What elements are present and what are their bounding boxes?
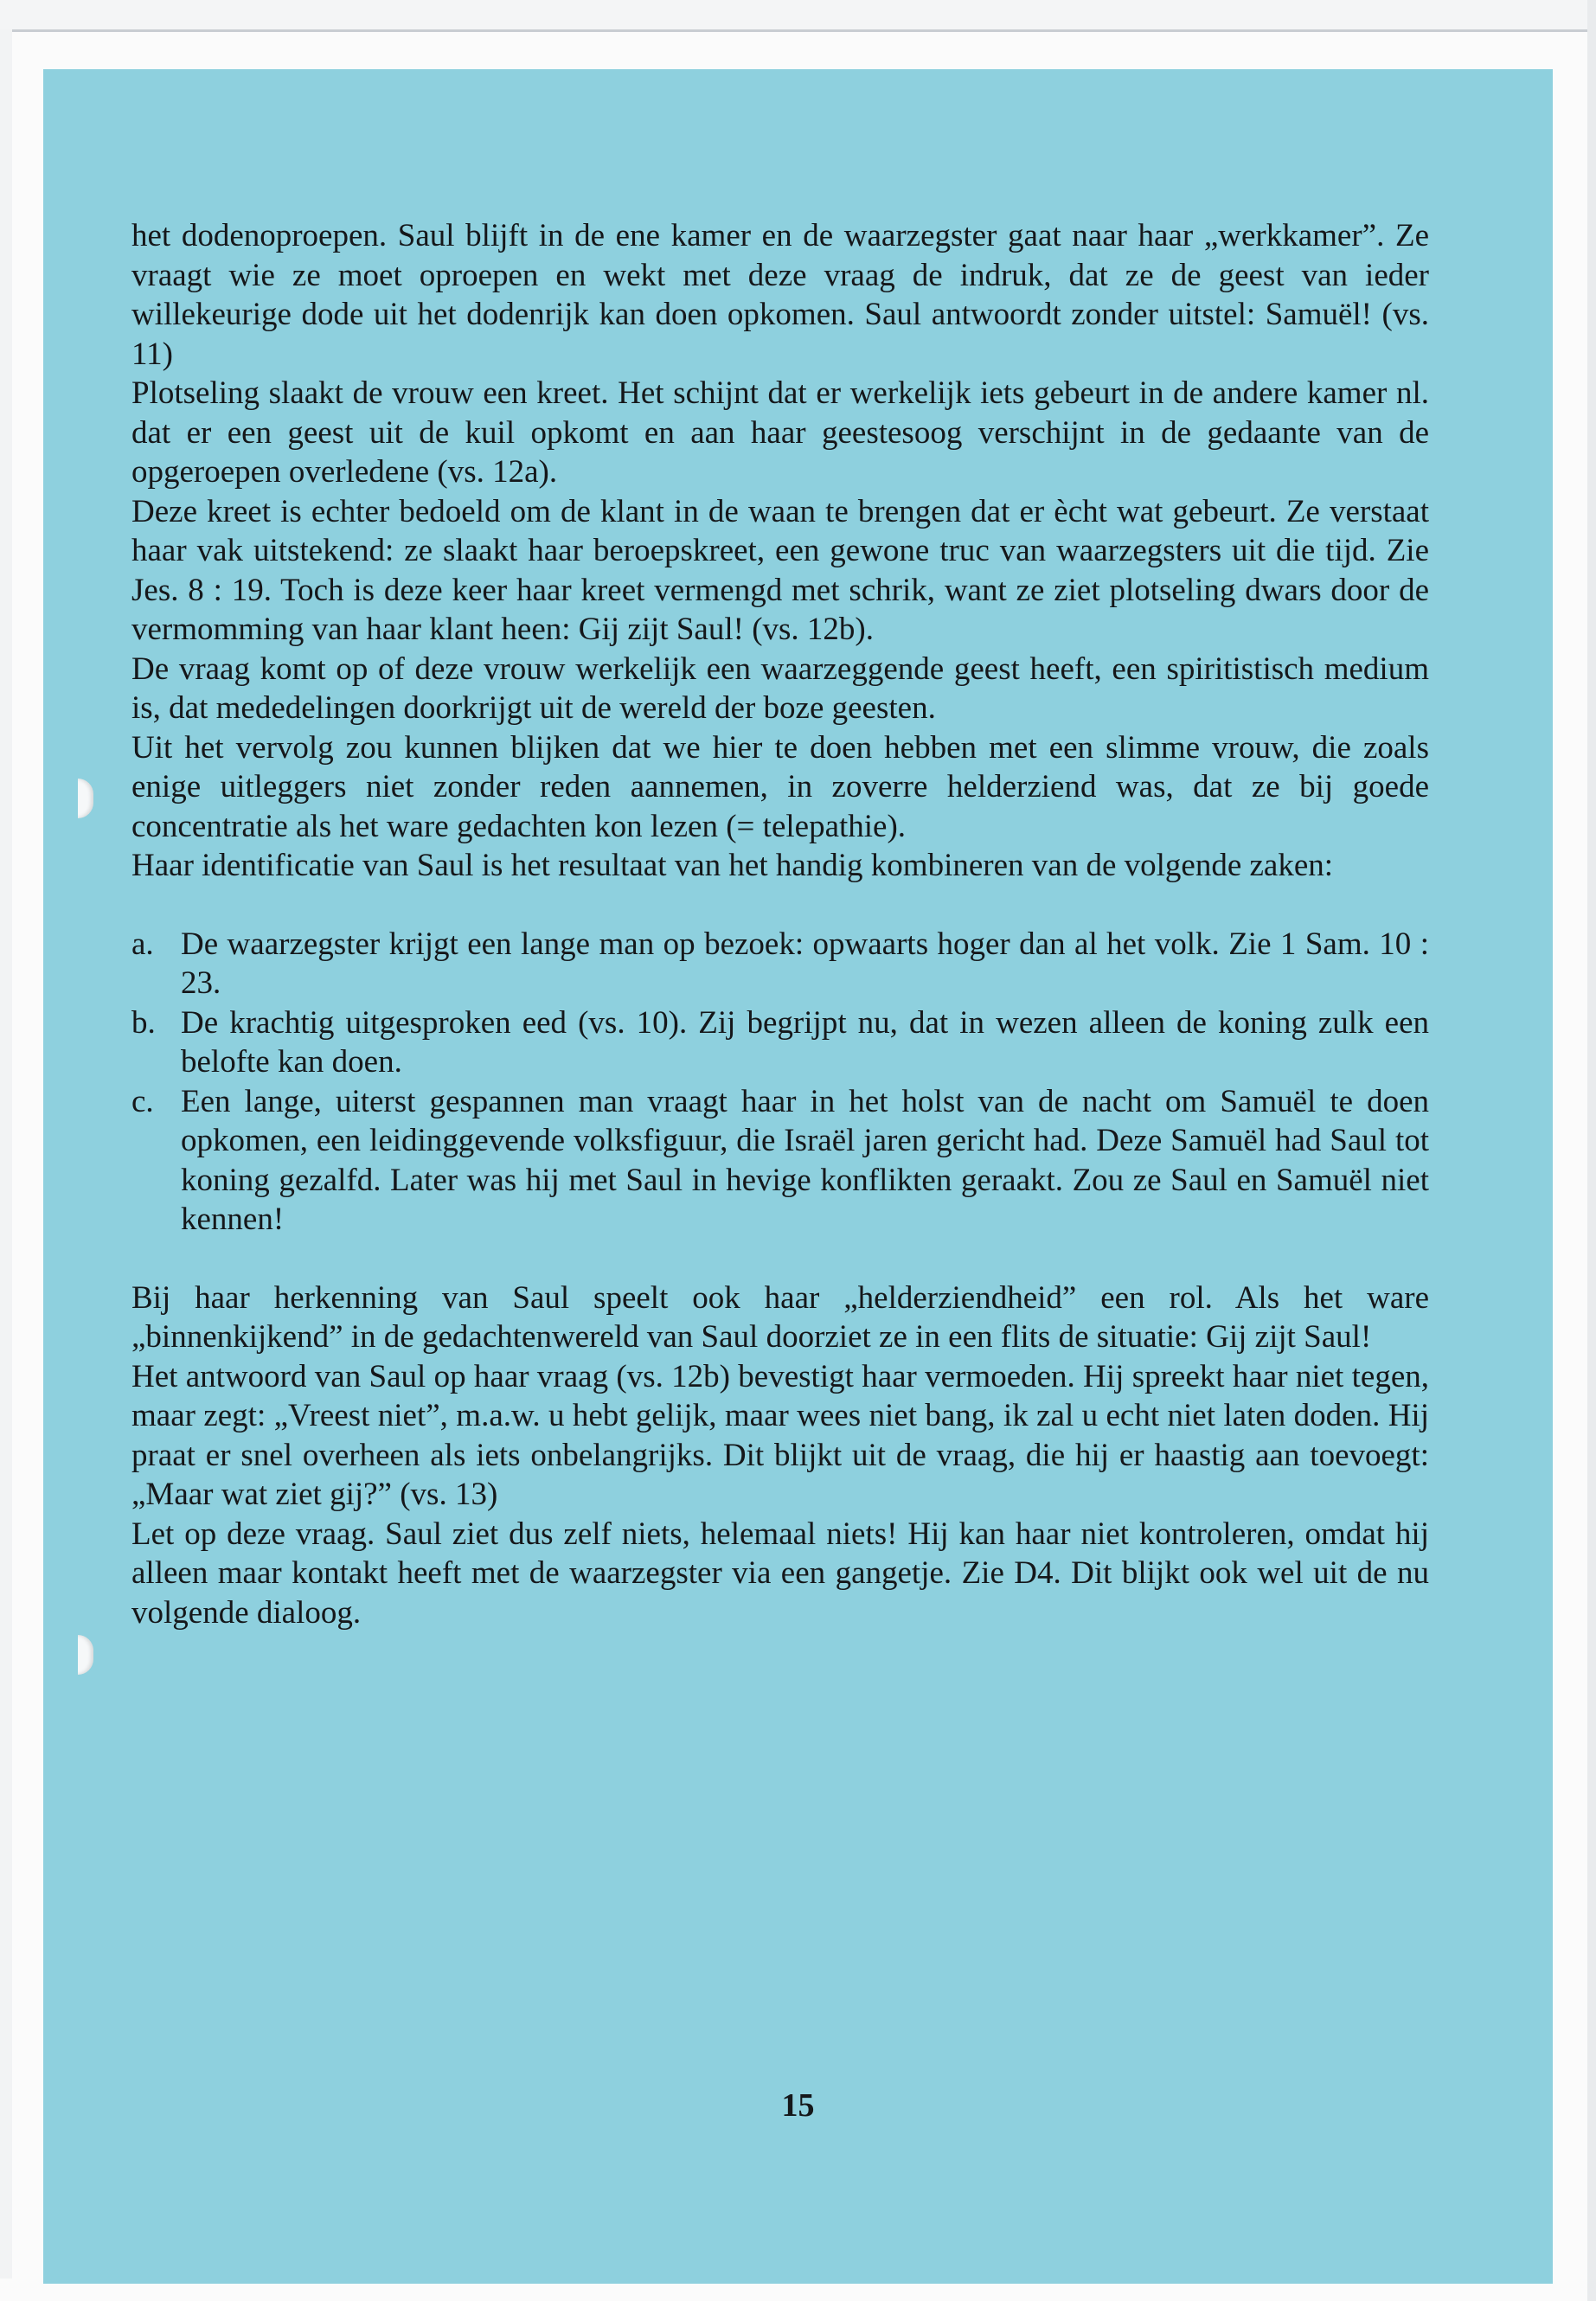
scan-border-top — [0, 0, 1596, 32]
list-item — [131, 1082, 1429, 1240]
punch-hole — [78, 1635, 93, 1675]
page-number: 15 — [781, 2087, 815, 2124]
list-item-text: De waarzegster krijgt een lange man op bezoek: opwaarts hoger dan al het volk. Zie 1 Sam. 10 : 23. — [181, 926, 1429, 1001]
paragraph: Let op deze vraag. Saul ziet dus zelf niets, helemaal niets! Hij kan haar niet kontroleren, omdat hij alleen maar kontakt heeft met de waarzegster via een gangetje. Zie D4. Dit blijkt ook wel uit de nu volgende dialoog. — [131, 1516, 1429, 1631]
enumerated-list — [131, 925, 1429, 1240]
list-item-text: Een lange, uiterst gespannen man vraagt haar in het holst van de nacht om Samuël te doen opkomen, een leidinggevende volksfiguur, die Israël jaren gericht had. Deze Samuël had Saul tot koning gezalfd. Later was hij met Saul in hevige konflikten geraakt. Zou ze Saul en Samuël niet kennen! — [181, 1083, 1429, 1237]
paragraph: het dodenoproepen. Saul blijft in de ene kamer en de waarzegster gaat naar haar „werkkamer”. Ze vraagt wie ze moet oproepen en wekt met deze vraag de indruk, dat ze de geest van ieder willekeurige dode uit het dodenrijk kan doen opkomen. Saul antwoordt zonder uitstel: Samuël! (vs. 11) — [131, 218, 1429, 372]
paragraph: Bij haar herkenning van Saul speelt ook haar „helderziendheid” een rol. Als het ware „binnenkijkend” in de gedachtenwereld van Saul doorziet ze in een flits de situatie: Gij zijt Saul! — [131, 1279, 1429, 1355]
list-marker: a. — [131, 926, 154, 962]
paragraph: De vraag komt op of deze vrouw werkelijk een waarzeggende geest heeft, een spiritistisch medium is, dat mededelingen doorkrijgt uit de wereld der boze geesten. — [131, 651, 1429, 726]
scan-border-right — [1587, 0, 1596, 2301]
list-item — [131, 1003, 1429, 1082]
spacer — [131, 886, 1429, 925]
paragraph: Haar identificatie van Saul is het resultaat van het handig kombineren van de volgende zaken: — [131, 848, 1334, 883]
punch-hole — [78, 779, 93, 818]
scan-border-left — [0, 29, 12, 2279]
list-marker: c. — [131, 1083, 154, 1119]
page-body-text — [131, 216, 1429, 1632]
paragraph: Plotseling slaakt de vrouw een kreet. Het schijnt dat er werkelijk iets gebeurt in de andere kamer nl. dat er een geest uit de kuil opkomt en aan haar geestesoog verschijnt in de gedaante van de opgeroepen overledene (vs. 12a). — [131, 375, 1429, 490]
paragraph: Uit het vervolg zou kunnen blijken dat we hier te doen hebben met een slimme vrouw, die zoals enige uitleggers niet zonder reden aannemen, in zoverre helderziend was, dat ze bij goede concentratie als het ware gedachten kon lezen (= telepathie). — [131, 729, 1429, 844]
list-item-text: De krachtig uitgesproken eed (vs. 10). Zij begrijpt nu, dat in wezen alleen de koning zulk een belofte kan doen. — [181, 1004, 1429, 1080]
paragraph: Deze kreet is echter bedoeld om de klant in de waan te brengen dat er ècht wat gebeurt. Ze verstaat haar vak uitstekend: ze slaakt haar beroepskreet, een gewone truc van waarzegsters uit die tijd. Zie Jes. 8 : 19. Toch is deze keer haar kreet vermengd met schrik, want ze ziet plotseling dwars door de vermomming van haar klant heen: Gij zijt Saul! (vs. 12b). — [131, 493, 1429, 647]
list-item — [131, 925, 1429, 1003]
paragraph: Het antwoord van Saul op haar vraag (vs. 12b) bevestigt haar vermoeden. Hij spreekt haar niet tegen, maar zegt: „Vreest niet”, m.a.w. u hebt gelijk, maar wees niet bang, ik zal u echt niet laten doden. Hij praat er snel overheen als iets onbelangrijks. Dit blijkt uit de vraag, die hij er haastig aan toevoegt: „Maar wat ziet gij?” (vs. 13) — [131, 1358, 1429, 1512]
list-marker: b. — [131, 1004, 156, 1041]
spacer — [131, 1240, 1429, 1279]
